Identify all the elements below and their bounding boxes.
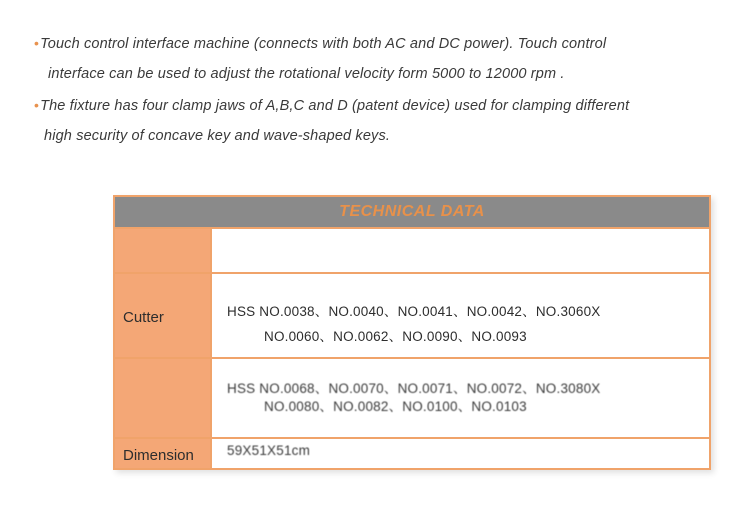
decoder-line-1: HSS NO.0068、NO.0070、NO.0071、NO.0072、NO.3080X — [227, 381, 601, 396]
feature-line-4: high security of concave key and wave-shaped keys. — [44, 128, 391, 144]
feature-line-2: interface can be used to adjust the rotational velocity form 5000 to 12000 rpm . — [48, 66, 565, 82]
feature-line-3: The fixture has four clamp jaws of A,B,C and D (patent device) used for clamping different — [40, 98, 630, 114]
bullet-dot-icon: • — [34, 97, 40, 113]
table-title: TECHNICAL DATA — [339, 203, 485, 220]
label-column — [115, 229, 212, 468]
feature-line-1: Touch control interface machine (connects with both AC and DC power). Touch control — [40, 36, 607, 52]
bullet-dot-icon: • — [34, 35, 40, 51]
technical-data-table — [113, 195, 711, 470]
row-divider — [115, 357, 709, 359]
table-header — [115, 197, 709, 229]
cutter-line-1: HSS NO.0038、NO.0040、NO.0041、NO.0042、NO.3060X — [227, 304, 601, 319]
feature-bullet-1 — [34, 35, 606, 52]
feature-bullet-2 — [34, 97, 629, 114]
dimension-label: Dimension — [123, 447, 194, 464]
dimension-value: 59X51X51cm — [227, 443, 311, 458]
cutter-line-2: NO.0060、NO.0062、NO.0090、NO.0093 — [264, 329, 527, 344]
row-divider — [115, 437, 709, 439]
decoder-line-2: NO.0080、NO.0082、NO.0100、NO.0103 — [264, 399, 527, 414]
feature-line-2-wrap — [48, 66, 565, 82]
feature-line-4-wrap — [44, 128, 390, 144]
row-divider — [115, 272, 709, 274]
cutter-label: Cutter — [123, 309, 164, 326]
